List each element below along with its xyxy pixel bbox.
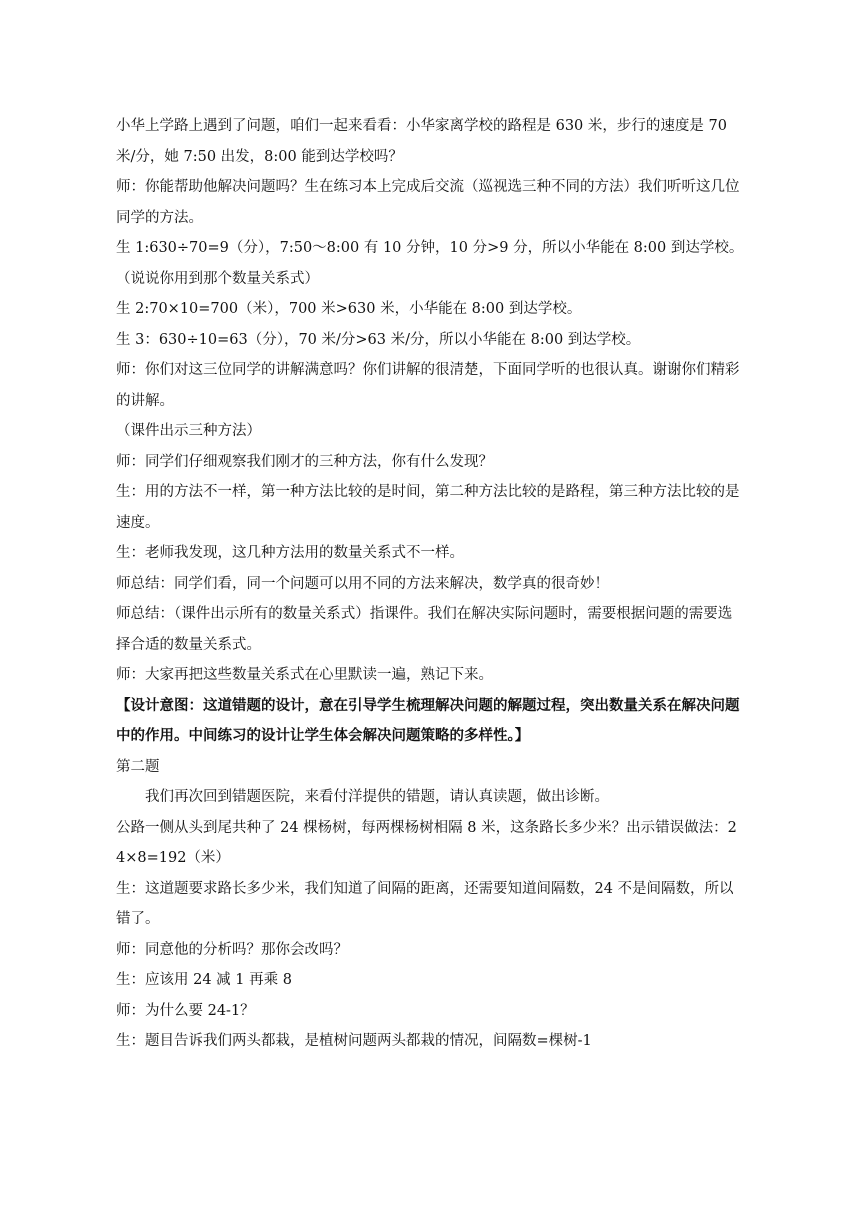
paragraph-teacher-why: 师：为什么要 24-1？ (116, 1002, 255, 1019)
paragraph-teacher-memorize: 师：大家再把这些数量关系式在心里默读一遍，熟记下来。 (116, 667, 493, 683)
document-body (116, 111, 744, 1057)
paragraph-student-explain: 生：题目告诉我们两头都栽，是植树问题两头都栽的情况，间隔数=棵树-1 (116, 1033, 592, 1049)
paragraph-student-discovery: 生：老师我发现，这几种方法用的数量关系式不一样。 (116, 545, 464, 561)
paragraph-teacher-praise: 师：你们对这三位同学的讲解满意吗？你们讲解的很清楚，下面同学听的也很认真。谢谢你们精彩的讲解。 (116, 362, 740, 409)
paragraph-student-methods: 生：用的方法不一样，第一种方法比较的是时间，第二种方法比较的是路程，第三种方法比较的是速度。 (116, 484, 740, 531)
paragraph-teacher-question: 师：你能帮助他解决问题吗？生在练习本上完成后交流（巡视选三种不同的方法）我们听听这几位同学的方法。 (116, 179, 740, 226)
paragraph-design-intent: 【设计意图：这道错题的设计，意在引导学生梳理解决问题的解题过程，突出数量关系在解决问题中的作用。中间练习的设计让学生体会解决问题策略的多样性。】 (116, 697, 740, 744)
paragraph-student-analysis: 生：这道题要求路长多少米，我们知道了间隔的距离，还需要知道间隔数，24 不是间隔数，所以错了。 (116, 880, 734, 927)
section-heading-second-question: 第二题 (116, 758, 160, 775)
paragraph-courseware-methods: （课件出示三种方法） (116, 423, 261, 439)
paragraph-teacher-observe: 师：同学们仔细观察我们刚才的三种方法，你有什么发现？ (116, 453, 493, 470)
paragraph-student-1: 生 1:630÷70=9（分），7:50～8:00 有 10 分钟，10 分>9 分，所以小华能在 8:00 到达学校。 (116, 240, 744, 256)
paragraph-student-2: 生 2:70×10=700（米），700 米>630 米，小华能在 8:00 到达学校。 (116, 301, 582, 317)
paragraph-error-hospital: 我们再次回到错题医院，来看付洋提供的错题，请认真读题，做出诊断。 (145, 789, 609, 805)
paragraph-problem-intro: 小华上学路上遇到了问题，咱们一起来看看：小华家离学校的路程是 630 米，步行的速度是 70 米/分，她 7:50 出发，8:00 能到达学校吗？ (116, 118, 727, 165)
paragraph-teacher-summary-2: 师总结：（课件出示所有的数量关系式）指课件。我们在解决实际问题时，需要根据问题的需要选择合适的数量关系式。 (116, 606, 733, 653)
paragraph-tree-problem: 公路一侧从头到尾共种了 24 棵杨树，每两棵杨树相隔 8 米，这条路长多少米？出示错误做法：24×8=192（米） (116, 819, 737, 866)
paragraph-note-relation: （说说你用到那个数量关系式） (116, 270, 319, 287)
paragraph-student-correction: 生：应该用 24 减 1 再乘 8 (116, 972, 292, 988)
paragraph-teacher-summary-1: 师总结：同学们看，同一个问题可以用不同的方法来解决，数学真的很奇妙！ (116, 575, 609, 592)
paragraph-student-3: 生 3：630÷10=63（分），70 米/分>63 米/分，所以小华能在 8:00 到达学校。 (116, 331, 641, 348)
paragraph-teacher-agree: 师：同意他的分析吗？那你会改吗？ (116, 941, 348, 958)
